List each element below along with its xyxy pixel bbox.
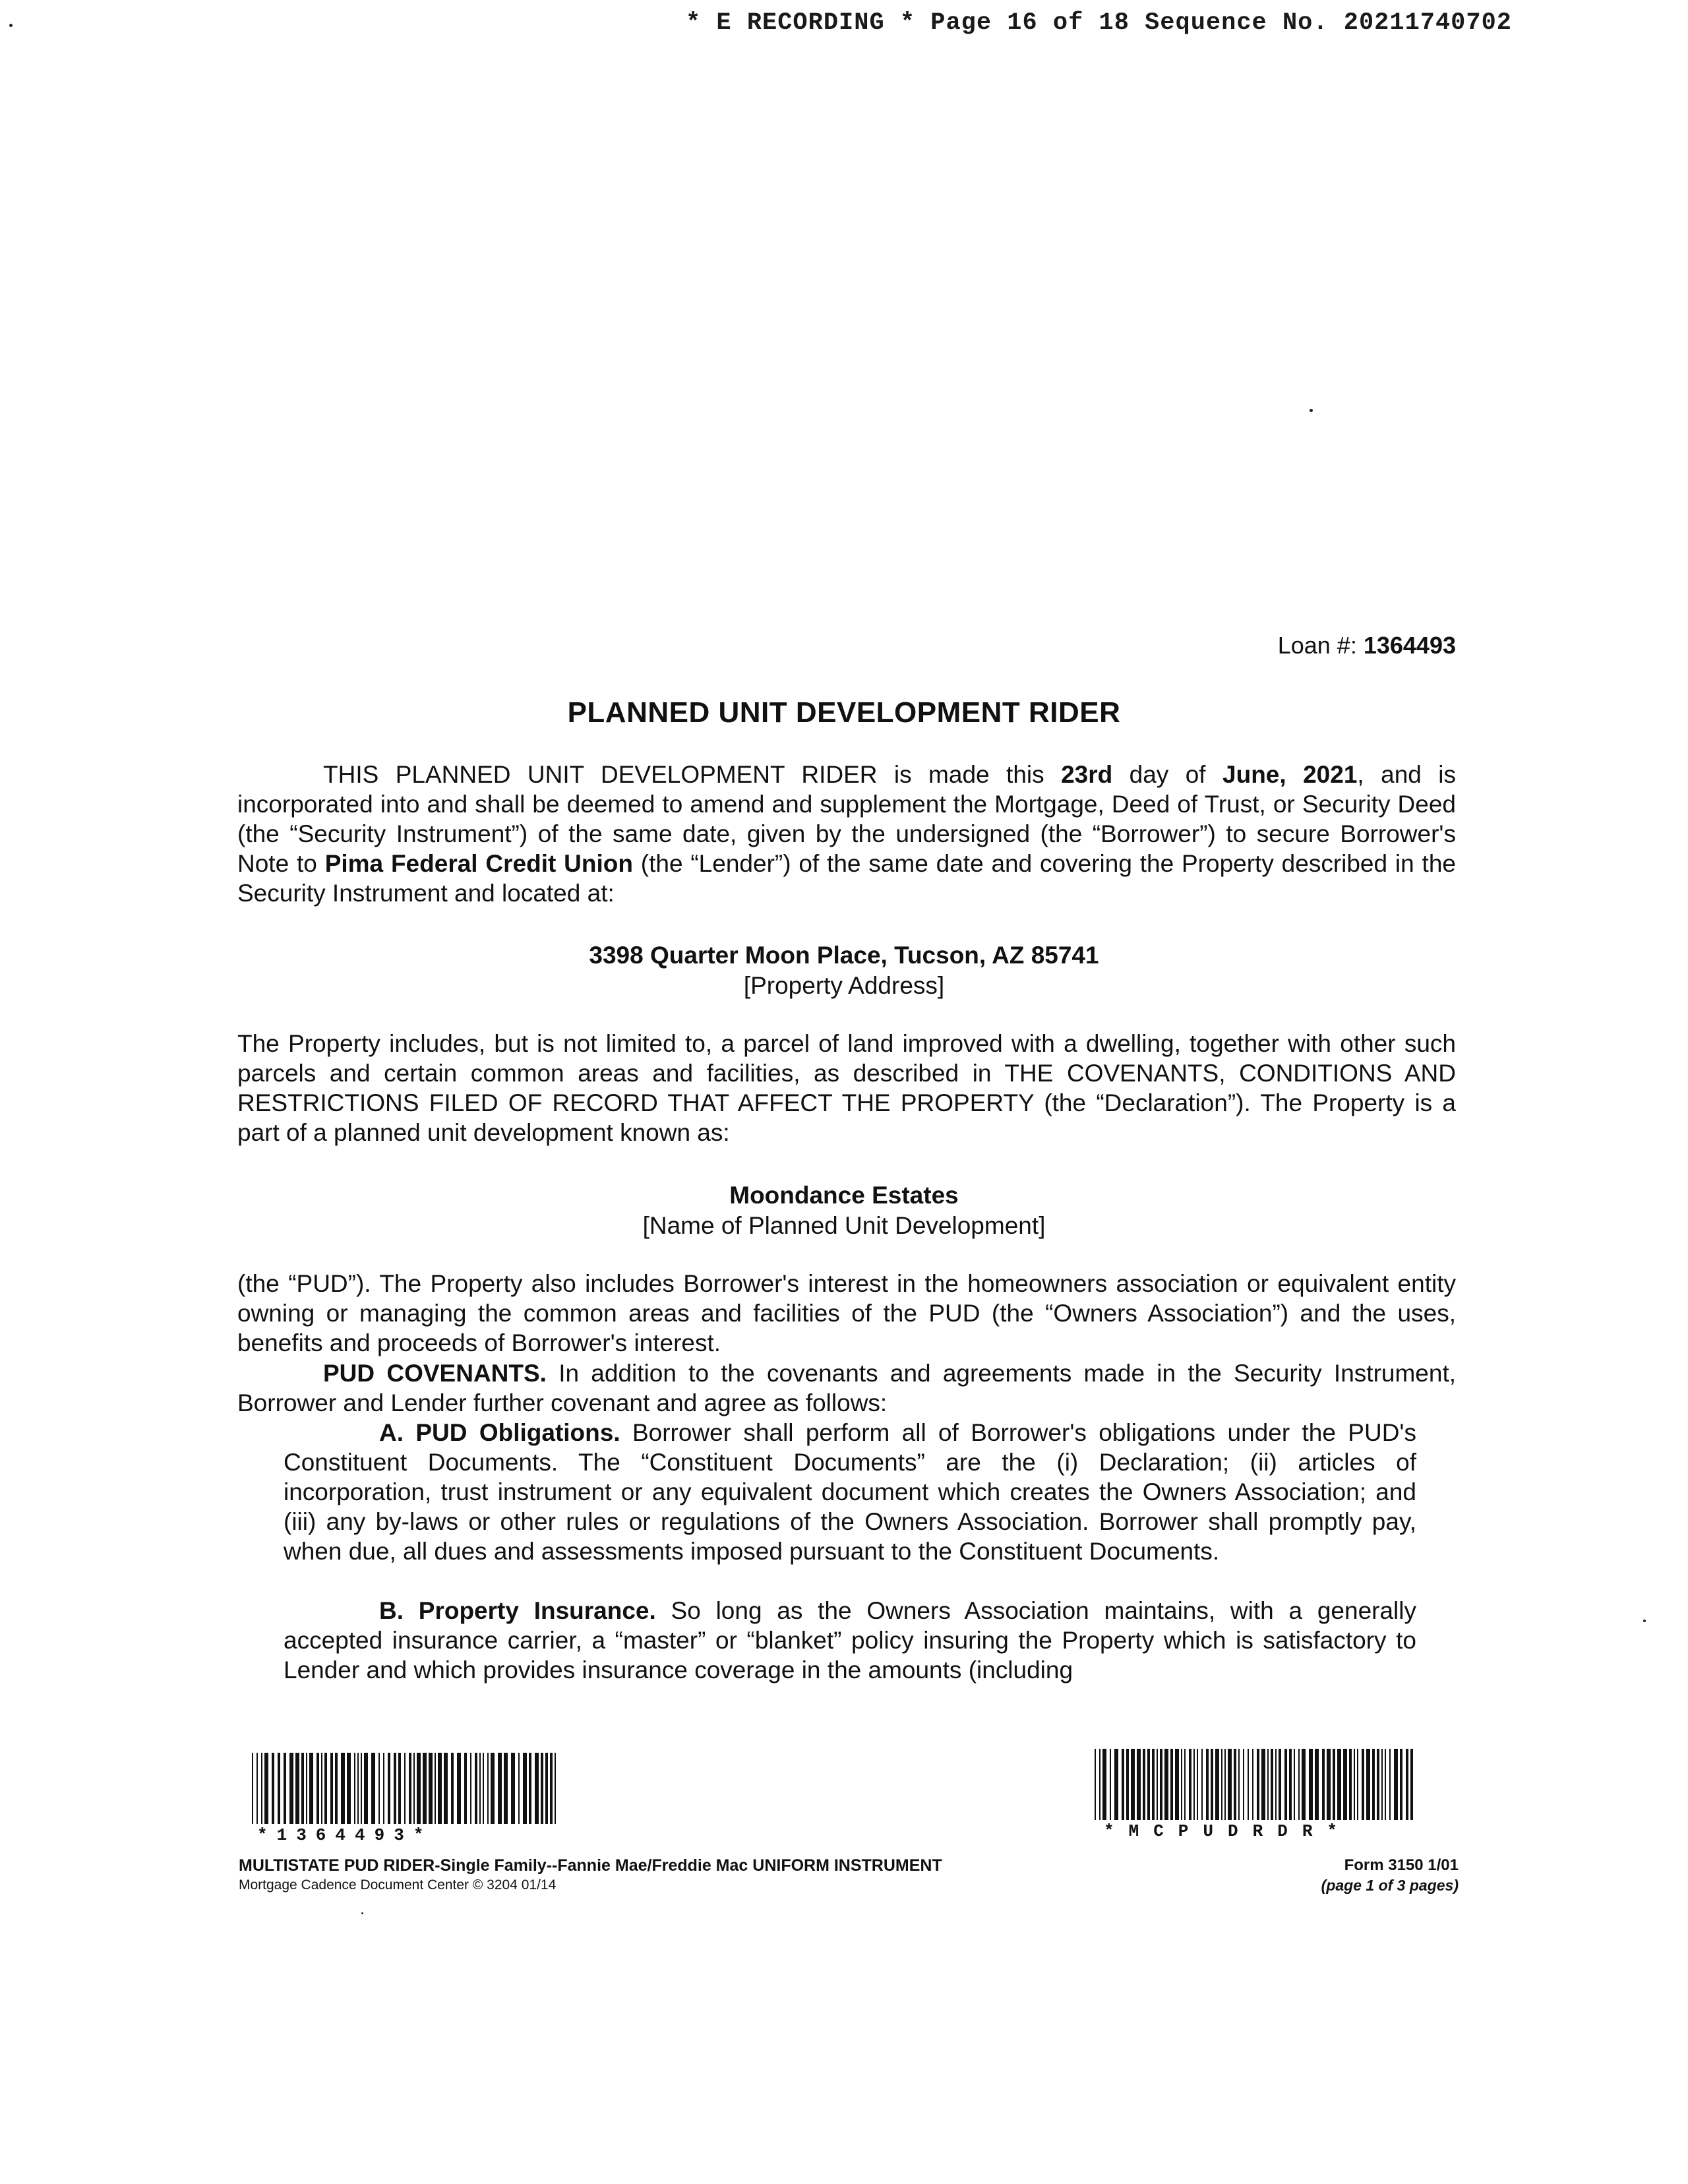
barcode-bar bbox=[523, 1753, 527, 1824]
barcode-bar bbox=[1201, 1749, 1203, 1820]
barcode-bar bbox=[1164, 1749, 1168, 1820]
barcode-bar bbox=[1160, 1749, 1162, 1820]
form-barcode bbox=[1095, 1749, 1415, 1841]
scan-speck bbox=[9, 24, 13, 27]
barcode-bar bbox=[306, 1753, 307, 1824]
barcode-bar bbox=[1197, 1749, 1198, 1820]
lender-name: Pima Federal Credit Union bbox=[324, 850, 633, 877]
barcode-bar bbox=[1211, 1749, 1213, 1820]
barcode-bar bbox=[1114, 1749, 1118, 1820]
barcode-bar bbox=[1137, 1749, 1141, 1820]
barcode-bar bbox=[1289, 1749, 1292, 1820]
barcode-bar bbox=[1410, 1749, 1413, 1820]
barcode-bar bbox=[470, 1753, 471, 1824]
barcode-bar bbox=[252, 1753, 253, 1824]
barcode-bar bbox=[341, 1753, 345, 1824]
loan-value: 1364493 bbox=[1363, 632, 1456, 659]
form-barcode-caption: *MCPUDRDR* bbox=[1104, 1821, 1352, 1841]
intro-text: THIS PLANNED UNIT DEVELOPMENT RIDER is made this bbox=[323, 761, 1062, 788]
barcode-bar bbox=[1400, 1749, 1402, 1820]
barcode-bar bbox=[1279, 1749, 1281, 1820]
barcode-bar bbox=[457, 1753, 461, 1824]
barcode-bar bbox=[1131, 1749, 1135, 1820]
barcode-bar bbox=[1327, 1749, 1331, 1820]
barcode-bar bbox=[1357, 1749, 1358, 1820]
barcode-bar bbox=[394, 1753, 396, 1824]
barcode-bar bbox=[1385, 1749, 1386, 1820]
barcode-bar bbox=[417, 1753, 421, 1824]
barcode-bar bbox=[1389, 1749, 1391, 1820]
footer-instrument-desc: -Single Family--Fannie Mae/Freddie Mac UNIFORM INSTRUMENT bbox=[435, 1856, 942, 1875]
footer-form-info bbox=[1321, 1856, 1459, 1895]
barcode-bar bbox=[1099, 1749, 1100, 1820]
barcode-bar bbox=[504, 1753, 508, 1824]
barcode-bar bbox=[1298, 1749, 1300, 1820]
barcode-bar bbox=[295, 1753, 299, 1824]
pud-name-caption: [Name of Planned Unit Development] bbox=[642, 1212, 1046, 1239]
barcode-bar bbox=[1381, 1749, 1383, 1820]
barcode-bar bbox=[1238, 1749, 1240, 1820]
barcode-bar bbox=[1157, 1749, 1158, 1820]
barcode-bar bbox=[1302, 1749, 1306, 1820]
property-address: 3398 Quarter Moon Place, Tucson, AZ 85741 bbox=[589, 942, 1099, 969]
barcode-bar bbox=[464, 1753, 467, 1824]
barcode-bar bbox=[451, 1753, 454, 1824]
barcode-bar bbox=[1170, 1749, 1173, 1820]
pud-name: Moondance Estates bbox=[729, 1182, 959, 1209]
section-a-heading: A. PUD Obligations. bbox=[379, 1419, 620, 1446]
intro-text: (the “Lender”) of the same date and covering the Property described in the Security Instrument and located at: bbox=[237, 850, 1456, 907]
barcode-bar bbox=[335, 1753, 338, 1824]
barcode-bar bbox=[1147, 1749, 1150, 1820]
barcode-bar bbox=[301, 1753, 304, 1824]
barcode-bar bbox=[1126, 1749, 1129, 1820]
barcode-bar bbox=[487, 1753, 489, 1824]
loan-label: Loan #: bbox=[1277, 632, 1364, 659]
barcode-bar bbox=[479, 1753, 481, 1824]
pud-covenants-heading: PUD COVENANTS. bbox=[323, 1360, 547, 1387]
footer-form-number: Form 3150 1/01 bbox=[1344, 1856, 1459, 1874]
barcode-bar bbox=[1221, 1749, 1222, 1820]
pud-name-block bbox=[0, 1180, 1688, 1241]
barcode-bar bbox=[1224, 1749, 1226, 1820]
barcode-bar bbox=[347, 1753, 351, 1824]
barcode-bar bbox=[1362, 1749, 1364, 1820]
loan-barcode-bars bbox=[252, 1753, 558, 1824]
barcode-bar bbox=[1372, 1749, 1375, 1820]
barcode-bar bbox=[1228, 1749, 1232, 1820]
barcode-bar bbox=[511, 1753, 515, 1824]
barcode-bar bbox=[1337, 1749, 1341, 1820]
barcode-bar bbox=[438, 1753, 442, 1824]
barcode-bar bbox=[1193, 1749, 1195, 1820]
barcode-bar bbox=[1234, 1749, 1236, 1820]
footer-page-count: (page 1 of 3 pages) bbox=[1321, 1877, 1459, 1894]
barcode-bar bbox=[316, 1753, 319, 1824]
barcode-bar bbox=[1152, 1749, 1155, 1820]
barcode-bar bbox=[1243, 1749, 1244, 1820]
barcode-bar bbox=[1343, 1749, 1347, 1820]
barcode-bar bbox=[1406, 1749, 1408, 1820]
section-b-text: So long as the Owners Association maintains, with a generally accepted insurance carrier, a “master” or “blanket” policy insuring the Property which is satisfactory to Lender and which provides insurance coverage in the amounts (including bbox=[284, 1597, 1416, 1684]
barcode-bar bbox=[1261, 1749, 1265, 1820]
barcode-bar bbox=[1315, 1749, 1319, 1820]
barcode-bar bbox=[357, 1753, 359, 1824]
scan-speck bbox=[1310, 409, 1313, 412]
pud-covenants-text: In addition to the covenants and agreements made in the Security Instrument, Borrower and Lender further covenant and agree as follows: bbox=[237, 1360, 1456, 1416]
barcode-bar bbox=[278, 1753, 280, 1824]
barcode-bar bbox=[1143, 1749, 1145, 1820]
barcode-bar bbox=[550, 1753, 553, 1824]
barcode-bar bbox=[256, 1753, 258, 1824]
declaration-paragraph: The Property includes, but is not limited to, a parcel of land improved with a dwelling, together with other such parcels and certain common areas and facilities, as described in THE COVENANTS, CONDITIONS AND RESTRICTIONS FILED OF RECORD THAT AFFECT THE PROPERTY (the “Declaration”). The Property is a part of a planned unit development known as: bbox=[237, 1030, 1456, 1146]
barcode-bar bbox=[261, 1753, 262, 1824]
section-b-paragraph bbox=[284, 1596, 1416, 1685]
loan-barcode bbox=[252, 1753, 558, 1845]
barcode-bar bbox=[1181, 1749, 1182, 1820]
barcode-bar bbox=[1102, 1749, 1106, 1820]
barcode-bar bbox=[1095, 1749, 1096, 1820]
loan-number bbox=[1278, 632, 1456, 659]
barcode-bar bbox=[1354, 1749, 1355, 1820]
barcode-bar bbox=[1267, 1749, 1269, 1820]
barcode-bar bbox=[529, 1753, 531, 1824]
barcode-bar bbox=[330, 1753, 333, 1824]
barcode-bar bbox=[1184, 1749, 1186, 1820]
owners-association-paragraph: (the “PUD”). The Property also includes Borrower's interest in the homeowners association or equivalent entity owning or managing the common areas and facilities of the PUD (the “Owners Association”) and the uses, benefits and proceeds of Borrower's interest. bbox=[237, 1270, 1456, 1356]
barcode-bar bbox=[1252, 1749, 1253, 1820]
barcode-bar bbox=[1333, 1749, 1335, 1820]
barcode-bar bbox=[354, 1753, 355, 1824]
barcode-bar bbox=[1271, 1749, 1273, 1820]
rider-month-year: June, 2021 bbox=[1222, 761, 1358, 788]
barcode-bar bbox=[284, 1753, 286, 1824]
barcode-bar bbox=[364, 1753, 368, 1824]
intro-text: , and is incorporated into and shall be deemed to amend and supplement the Mortgage, Deed of Trust, or Security Deed (the “Security Instrument”) of the same date, given by the undersigned (the “Borrower”) to secure Borrower's Note to bbox=[237, 761, 1457, 877]
barcode-bar bbox=[498, 1753, 502, 1824]
property-address-block bbox=[0, 940, 1688, 1001]
barcode-bar bbox=[475, 1753, 477, 1824]
barcode-bar bbox=[371, 1753, 375, 1824]
barcode-bar bbox=[321, 1753, 322, 1824]
barcode-bar bbox=[409, 1753, 411, 1824]
barcode-bar bbox=[1309, 1749, 1313, 1820]
barcode-bar bbox=[398, 1753, 401, 1824]
rider-day: 23rd bbox=[1061, 761, 1113, 788]
footer-rider-name: MULTISTATE PUD RIDER bbox=[239, 1856, 435, 1875]
barcode-bar bbox=[324, 1753, 327, 1824]
section-a-paragraph bbox=[284, 1418, 1416, 1566]
barcode-bar bbox=[1175, 1749, 1179, 1820]
barcode-bar bbox=[413, 1753, 415, 1824]
barcode-bar bbox=[388, 1753, 390, 1824]
barcode-bar bbox=[289, 1753, 293, 1824]
barcode-bar bbox=[444, 1753, 448, 1824]
pud-covenants-paragraph bbox=[237, 1358, 1456, 1418]
barcode-bar bbox=[1206, 1749, 1209, 1820]
barcode-bar bbox=[429, 1753, 433, 1824]
barcode-bar bbox=[1377, 1749, 1379, 1820]
barcode-bar bbox=[1122, 1749, 1124, 1820]
barcode-bar bbox=[541, 1753, 543, 1824]
barcode-bar bbox=[378, 1753, 380, 1824]
barcode-bar bbox=[1257, 1749, 1259, 1820]
section-b-heading: B. Property Insurance. bbox=[379, 1597, 656, 1624]
intro-paragraph bbox=[237, 760, 1456, 908]
barcode-bar bbox=[1284, 1749, 1287, 1820]
barcode-bar bbox=[535, 1753, 539, 1824]
barcode-bar bbox=[435, 1753, 436, 1824]
footer-instrument-title bbox=[239, 1856, 942, 1875]
recording-stamp: * E RECORDING * Page 16 of 18 Sequence No. 20211740702 bbox=[686, 9, 1512, 37]
barcode-bar bbox=[555, 1753, 556, 1824]
barcode-bar bbox=[483, 1753, 484, 1824]
barcode-bar bbox=[545, 1753, 548, 1824]
intro-text: day of bbox=[1112, 761, 1223, 788]
barcode-bar bbox=[518, 1753, 520, 1824]
form-barcode-bars bbox=[1095, 1749, 1415, 1820]
barcode-bar bbox=[423, 1753, 427, 1824]
barcode-bar bbox=[1275, 1749, 1277, 1820]
barcode-bar bbox=[1349, 1749, 1352, 1820]
barcode-bar bbox=[1189, 1749, 1191, 1820]
barcode-bar bbox=[1110, 1749, 1111, 1820]
barcode-bar bbox=[272, 1753, 274, 1824]
barcode-bar bbox=[361, 1753, 362, 1824]
barcode-bar bbox=[1294, 1749, 1295, 1820]
section-a-text: Borrower shall perform all of Borrower's obligations under the PUD's Constituent Documents. The “Constituent Documents” are the (i) Declaration; (ii) articles of incorporation, trust instrument or any equivalent document which creates the Owners Association; and (iii) any by-laws or other rules or regulations of the Owners Association. Borrower shall promptly pay, when due, all dues and assessments imposed pursuant to the Constituent Documents. bbox=[284, 1419, 1416, 1565]
barcode-bar bbox=[309, 1753, 313, 1824]
barcode-bar bbox=[491, 1753, 495, 1824]
barcode-bar bbox=[383, 1753, 384, 1824]
property-address-caption: [Property Address] bbox=[743, 972, 945, 999]
document-title: PLANNED UNIT DEVELOPMENT RIDER bbox=[567, 696, 1121, 729]
footer-document-center: Mortgage Cadence Document Center © 3204 01/14 bbox=[239, 1877, 557, 1893]
scan-speck bbox=[1643, 1620, 1646, 1622]
barcode-bar bbox=[1366, 1749, 1370, 1820]
loan-barcode-caption: *1364493* bbox=[257, 1825, 433, 1845]
barcode-bar bbox=[1215, 1749, 1219, 1820]
barcode-bar bbox=[1248, 1749, 1249, 1820]
footer-instrument bbox=[239, 1856, 942, 1895]
barcode-bar bbox=[404, 1753, 406, 1824]
barcode-bar bbox=[1394, 1749, 1398, 1820]
barcode-bar bbox=[1322, 1749, 1325, 1820]
scan-speck bbox=[361, 1912, 363, 1914]
barcode-bar bbox=[264, 1753, 268, 1824]
